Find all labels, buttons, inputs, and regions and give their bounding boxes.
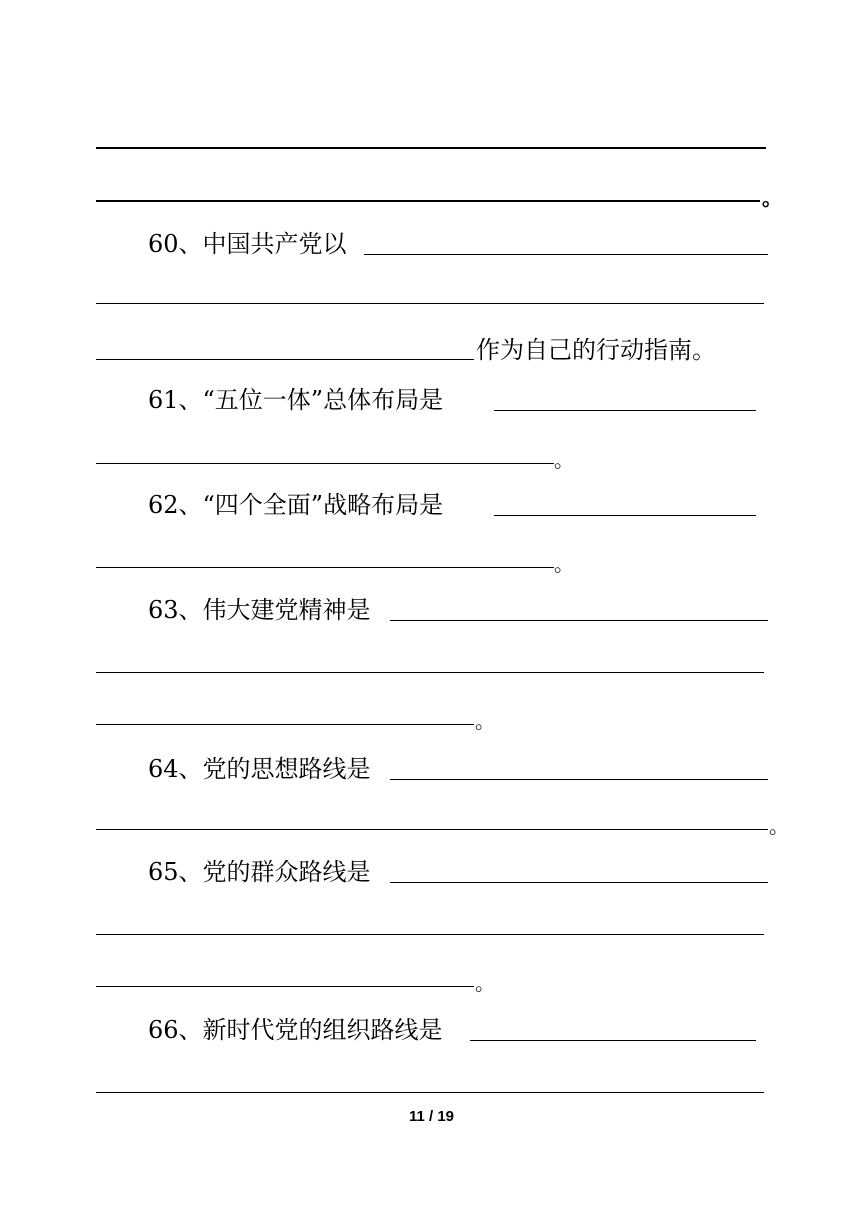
answer-blank[interactable] [96, 463, 554, 464]
end-mark: 。 [475, 971, 495, 995]
answer-blank[interactable] [96, 672, 764, 673]
end-mark: 。 [554, 552, 574, 576]
answer-blank[interactable] [96, 829, 768, 830]
question-62: 62、“四个全面”战略布局是 [148, 491, 444, 519]
question-60-tail: 作为自己的行动指南。 [476, 336, 716, 364]
answer-blank[interactable] [390, 779, 768, 780]
answer-blank[interactable] [96, 724, 474, 725]
question-64: 64、党的思想路线是 [148, 755, 371, 783]
answer-blank[interactable] [96, 359, 474, 360]
answer-blank[interactable] [96, 147, 766, 149]
question-63: 63、伟大建党精神是 [148, 596, 371, 624]
question-65: 65、党的群众路线是 [148, 858, 371, 886]
answer-blank[interactable] [96, 986, 474, 987]
answer-blank[interactable] [390, 882, 768, 883]
answer-blank[interactable] [364, 254, 768, 255]
end-mark: 。 [769, 814, 789, 838]
end-mark: 。 [554, 448, 574, 472]
answer-blank[interactable] [96, 934, 764, 935]
answer-blank[interactable] [96, 1092, 764, 1093]
answer-blank[interactable] [96, 303, 764, 304]
answer-blank[interactable] [96, 567, 554, 568]
question-66: 66、新时代党的组织路线是 [148, 1016, 443, 1044]
answer-blank[interactable] [470, 1040, 756, 1041]
question-60: 60、中国共产党以 [148, 230, 347, 258]
end-mark: 。 [475, 709, 495, 733]
answer-blank[interactable] [96, 200, 760, 202]
page-number: 11 / 19 [408, 1108, 455, 1125]
answer-blank[interactable] [390, 620, 768, 621]
answer-blank[interactable] [494, 410, 756, 411]
answer-blank[interactable] [494, 515, 756, 516]
end-mark: 。 [762, 186, 782, 210]
question-61: 61、“五位一体”总体布局是 [148, 386, 444, 414]
